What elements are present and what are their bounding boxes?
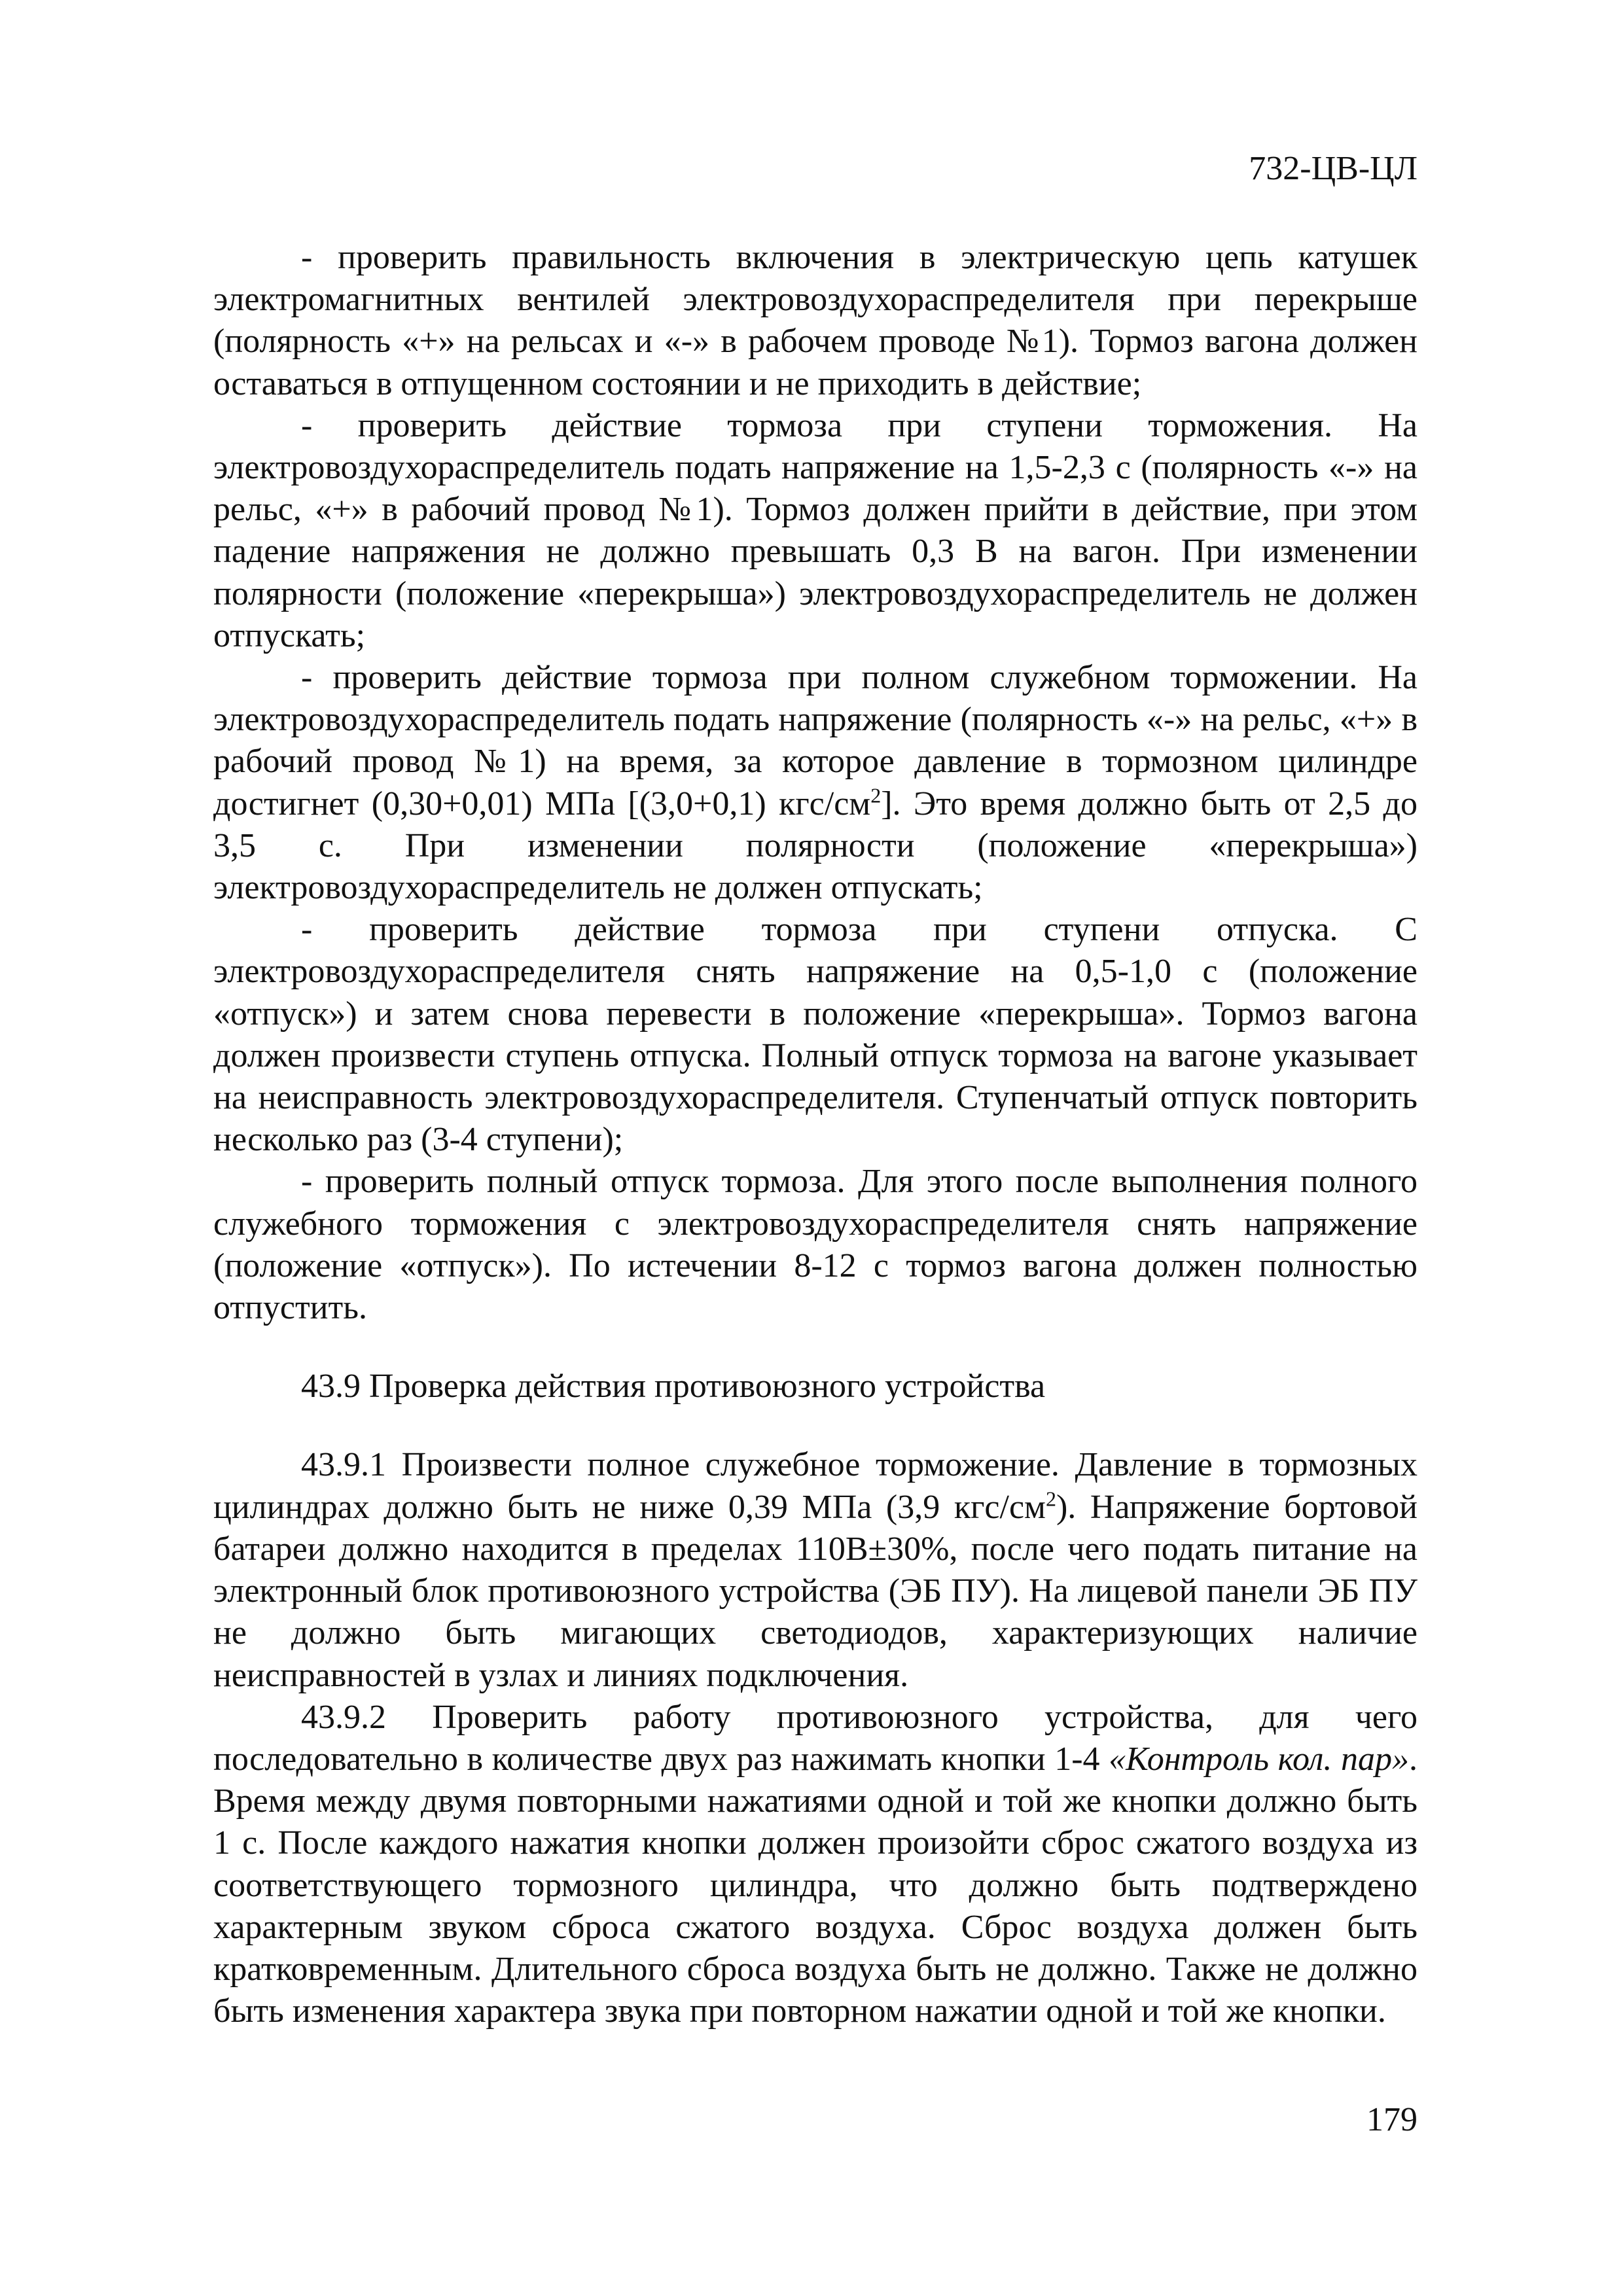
paragraph-43-9-2: [213, 1697, 1418, 2033]
section-heading: 43.9 Проверка действия противоюзного устройства: [301, 1368, 1046, 1405]
document-page: [213, 0, 1418, 2296]
spacer: [213, 1329, 1418, 1366]
paragraph-text: ]. Это время должно быть от 2,5 до 3,5 с. При изменении полярности (положение «перекрыша») электровоздухораспределитель не должен отпускать;: [213, 785, 1418, 907]
document-code: 732-ЦВ-ЦЛ: [1249, 150, 1418, 187]
paragraph-check-polarity: - проверить правильность включения в электрическую цепь катушек электромагнитных вентилей электровоздухораспределителя при перекрыше (полярность «+» на рельсах и «-» в рабочем проводе №1). Тормоз вагона должен оставаться в отпущенном состоянии и не приходить в действие;: [213, 239, 1418, 402]
superscript: 2: [870, 783, 882, 807]
paragraph-check-full-service-braking: [213, 657, 1418, 909]
paragraph-check-braking-step: - проверить действие тормоза при ступени торможения. На электровоздухораспределитель подать напряжение на 1,5-2,3 с (полярность «-» на рельс, «+» в рабочий провод №1). Тормоз должен прийти в действие, при этом падение напряжения не должно превышать 0,3 В на вагон. При изменении полярности (положение «перекрыша») электровоздухораспределитель не должен отпускать;: [213, 406, 1418, 654]
paragraph-check-full-release: - проверить полный отпуск тормоза. Для этого после выполнения полного служебного торможения с электровоздухораспределителя снять напряжение (положение «отпуск»). По истечении 8-12 с тормоз вагона должен полностью отпустить.: [213, 1163, 1418, 1327]
superscript: 2: [1045, 1487, 1056, 1511]
spacer: [213, 1407, 1418, 1444]
paragraph-text: . Время между двумя повторными нажатиями одной и той же кнопки должно быть 1 с. После каждого нажатия кнопки должен произойти сброс сжатого воздуха из соответствующего тормозного цилиндра, что должно быть подтверждено характерным звуком сброса сжатого воздуха. Сброс воздуха должен быть кратковременным. Длительного сброса воздуха быть не должно. Также не должно быть изменения характера звука при повторном нажатии одной и той же кнопки.: [213, 1740, 1418, 2030]
paragraph-text: 43.9.1 Произвести полное служебное торможение. Давление в тормозных цилиндрах должно быть не ниже 0,39 МПа (3,9 кгс/см: [213, 1446, 1418, 1526]
paragraph-43-9-1: [213, 1444, 1418, 1696]
page-number: 179: [1366, 2101, 1418, 2138]
paragraph-text: ). Напряжение бортовой батареи должно находится в пределах 110В±30%, после чего подать питание на электронный блок противоюзного устройства (ЭБ ПУ). На лицевой панели ЭБ ПУ не должно быть мигающих светодиодов, характеризующих наличие неисправностей в узлах и линиях подключения.: [213, 1488, 1418, 1694]
italic-button-label: «Контроль кол. пар»: [1109, 1740, 1409, 1778]
paragraph-text: - проверить действие тормоза при полном служебном торможении. На электровоздухораспределитель подать напряжение (полярность «-» на рельс, «+» в рабочий провод №1) на время, за которое давление в тормозном цилиндре достигнет (0,30+0,01) МПа [(3,0+0,1) кгс/см: [213, 659, 1418, 822]
paragraph-text: 43.9.2 Проверить работу противоюзного устройства, для чего последовательно в количестве двух раз нажимать кнопки 1-4: [213, 1698, 1418, 1778]
document-body: [213, 237, 1418, 2032]
paragraph-check-release-step: - проверить действие тормоза при ступени отпуска. С электровоздухораспределителя снять напряжение на 0,5-1,0 с (положение «отпуск») и затем снова перевести в положение «перекрыша». Тормоз вагона должен произвести ступень отпуска. Полный отпуск тормоза на вагоне указывает на неисправность электровоздухораспределителя. Ступенчатый отпуск повторить несколько раз (3-4 ступени);: [213, 911, 1418, 1159]
